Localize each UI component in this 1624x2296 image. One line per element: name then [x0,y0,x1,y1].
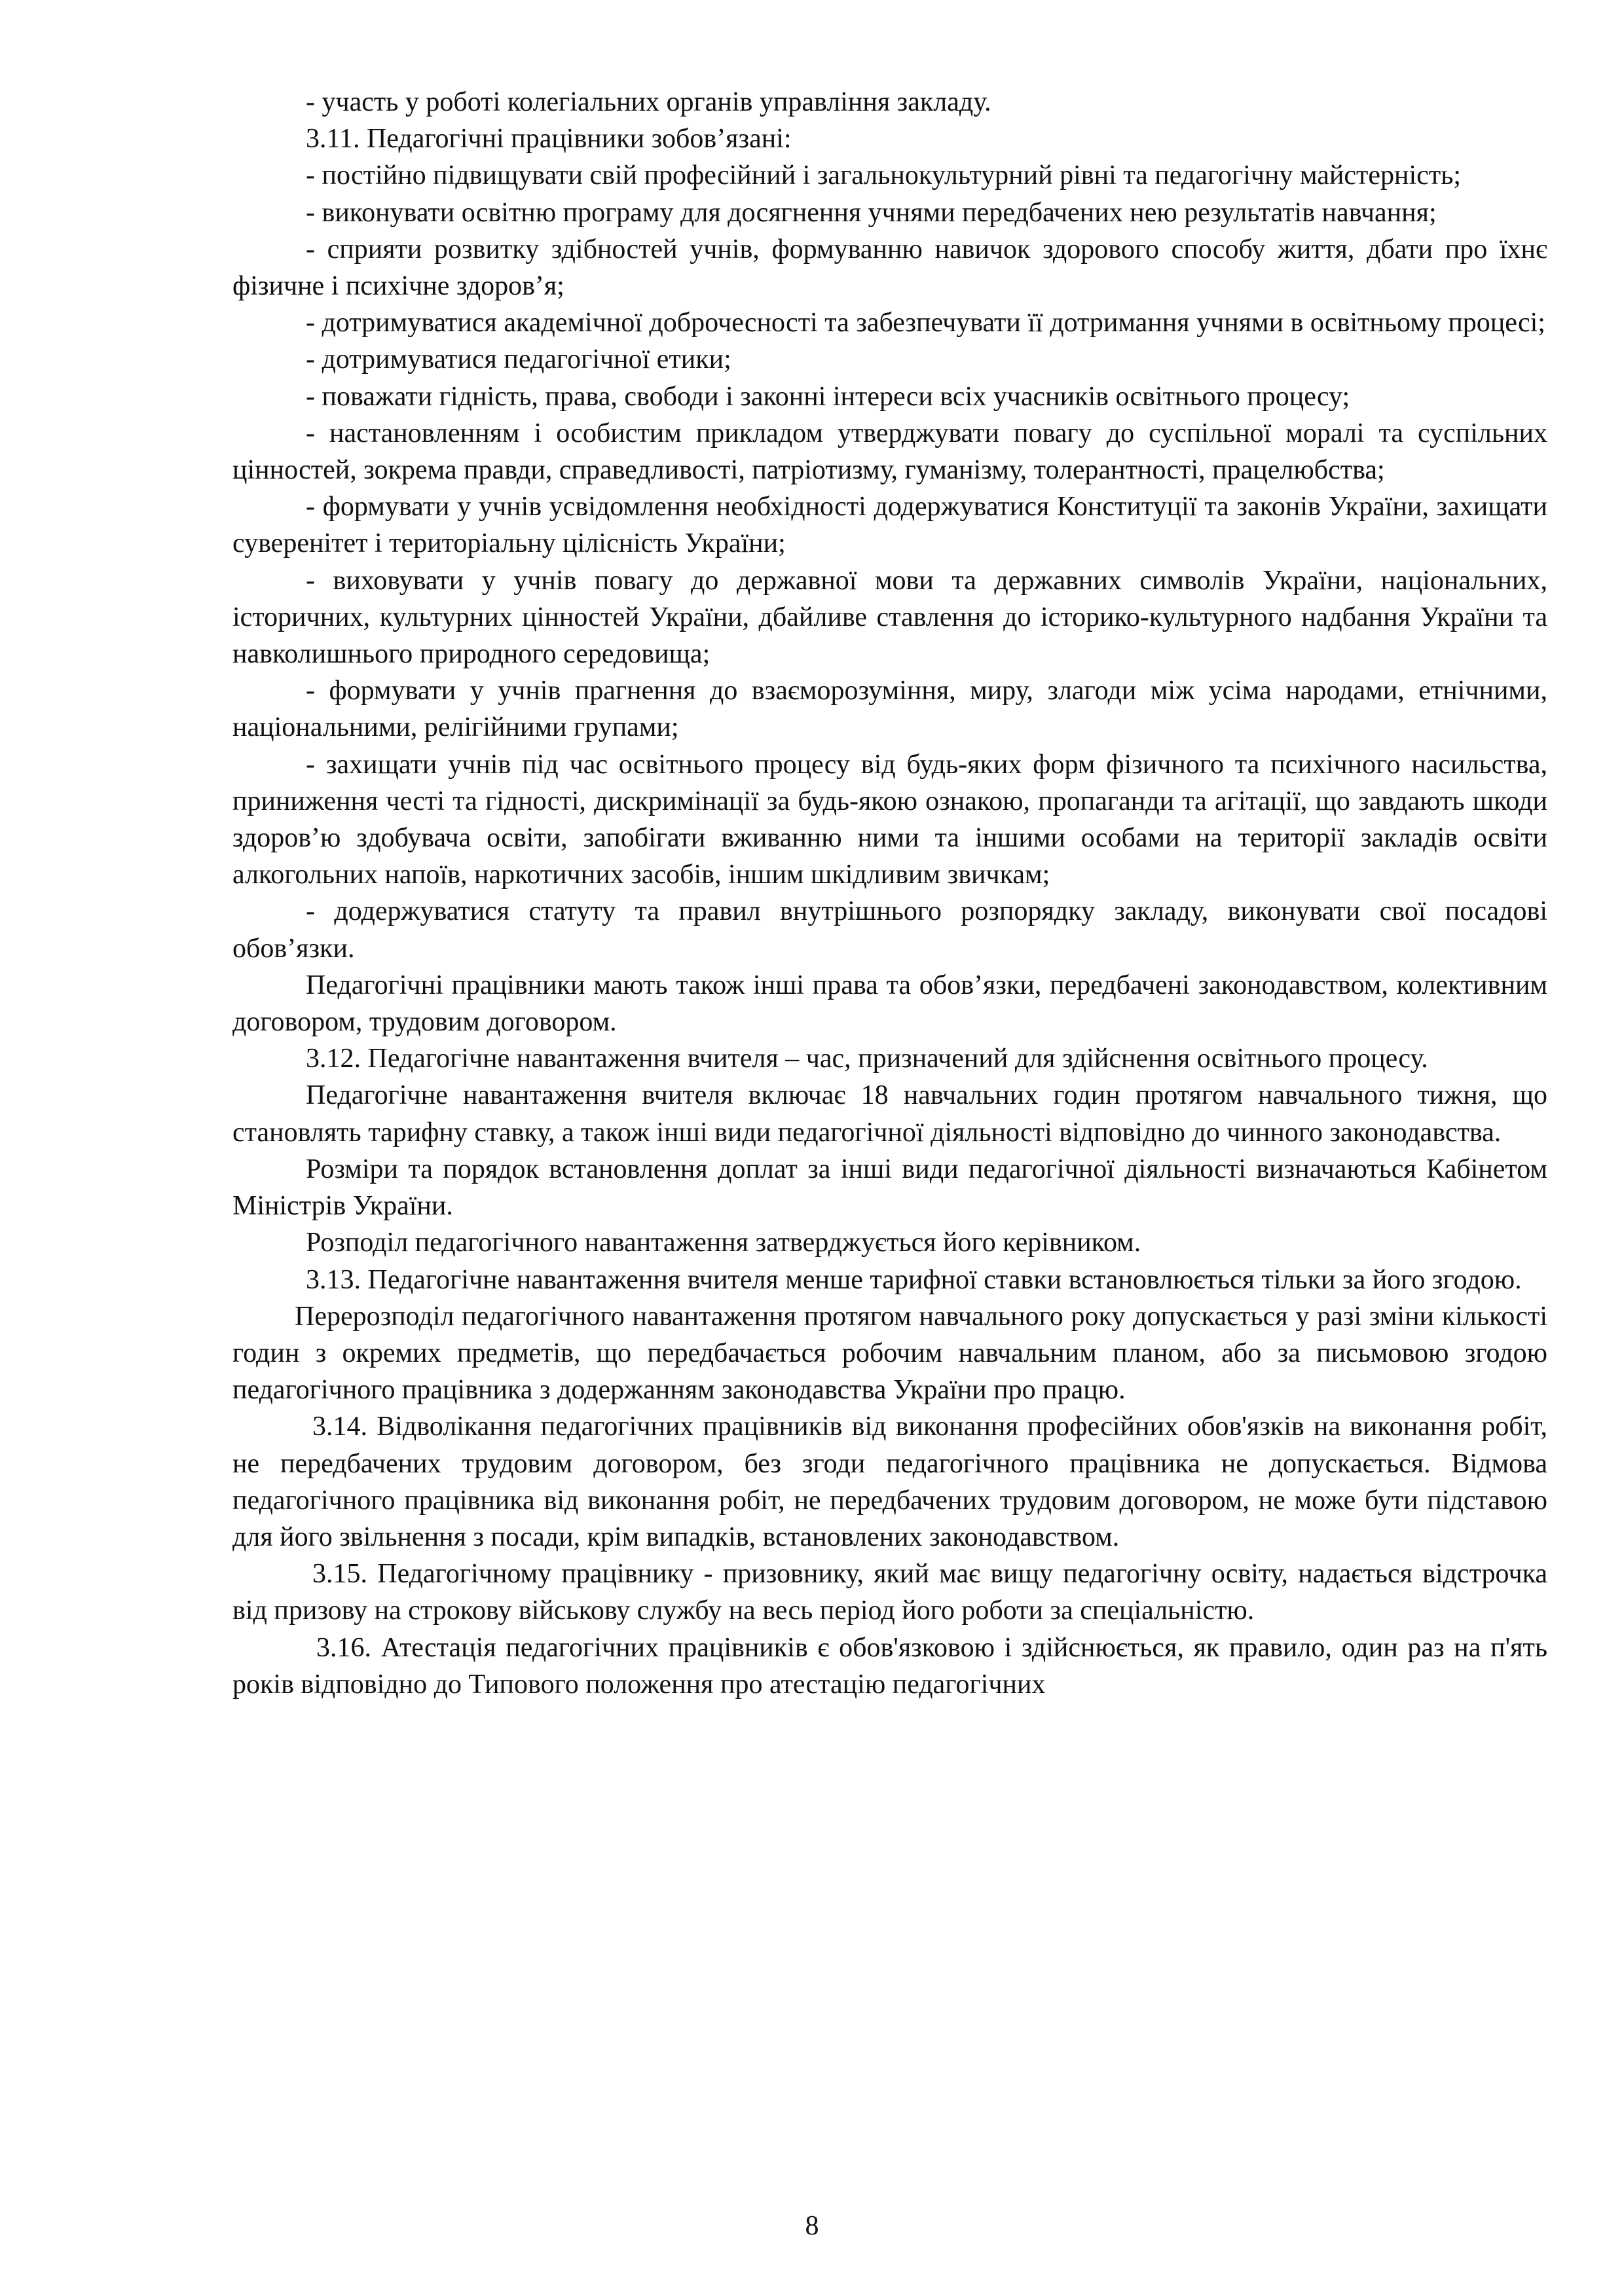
paragraph-4: - виконувати освітню програму для досягнення учнями передбачених нею результатів навчання; [306,197,1437,228]
paragraph-2: 3.11. Педагогічні працівники зобов’язані: [306,124,792,155]
paragraph-19: Розподіл педагогічного навантаження затверджується його керівником. [306,1228,1141,1258]
document-page [232,84,1547,1703]
paragraph-22: 3.14. Відволікання педагогічних працівників від виконання професійних обов'язків на виконання робіт, не передбачених трудовим договором, без згоди педагогічного працівника не допускається. Відмова педагогічного працівника від виконання робіт, не передбачених трудовим договором, не може бути підставою для його звільнення з посади, крім випадків, встановлених законодавством. [232,1412,1547,1552]
paragraph-12: - формувати у учнів прагнення до взаєморозуміння, миру, злагоди між усіма народами, етнічними, національними, релігійними групами; [232,676,1547,743]
paragraph-15: Педагогічні працівники мають також інші права та обов’язки, передбачені законодавством, колективним договором, трудовим договором. [232,970,1547,1038]
paragraph-17: Педагогічне навантаження вчителя включає 18 навчальних годин протягом навчального тижня, що становлять тарифну ставку, а також інші види педагогічної діяльності відповідно до чинного законодавства. [232,1080,1547,1148]
paragraph-6: - дотримуватися академічної доброчесності та забезпечувати її дотримання учнями в освітньому процесі; [306,308,1545,338]
paragraph-14: - додержуватися статуту та правил внутрішнього розпорядку закладу, виконувати свої посадові обов’язки. [232,896,1547,964]
paragraph-7: - дотримуватися педагогічної етики; [306,344,731,375]
paragraph-8: - поважати гідність, права, свободи і законні інтереси всіх учасників освітнього процесу; [306,381,1350,412]
paragraph-21: Перерозподіл педагогічного навантаження протягом навчального року допускається у разі зміни кількості годин з окремих предметів, що передбачається робочим навчальним планом, або за письмовою згодою педагогічного працівника з додержанням законодавства України про працю. [232,1301,1547,1406]
page-number: 8 [805,2211,819,2241]
paragraph-5: - сприяти розвитку здібностей учнів, формуванню навичок здорового способу життя, дбати про їхнє фізичне і психічне здоров’я; [232,234,1547,302]
paragraph-24: 3.16. Атестація педагогічних працівників є обов'язковою і здійснюється, як правило, один раз на п'ять років відповідно до Типового положення про атестацію педагогічних [232,1632,1547,1700]
paragraph-1: - участь у роботі колегіальних органів управління закладу. [306,87,991,117]
paragraph-16: 3.12. Педагогічне навантаження вчителя – час, призначений для здійснення освітнього процесу. [306,1044,1428,1074]
paragraph-23: 3.15. Педагогічному працівнику - призовнику, який має вищу педагогічну освіту, надається відстрочка від призову на строкову військову службу на весь період його роботи за спеціальністю. [232,1559,1547,1626]
paragraph-10: - формувати у учнів усвідомлення необхідності додержуватися Конституції та законів України, захищати суверенітет і територіальну цілісність України; [232,492,1547,559]
paragraph-20: 3.13. Педагогічне навантаження вчителя менше тарифної ставки встановлюється тільки за його згодою. [306,1264,1522,1295]
paragraph-18: Розміри та порядок встановлення доплат за інші види педагогічної діяльності визначаються Кабінетом Міністрів України. [232,1154,1547,1222]
paragraph-13: - захищати учнів під час освітнього процесу від будь-яких форм фізичного та психічного насильства, приниження честі та гідності, дискримінації за будь-якою ознакою, пропаганди та агітації, що завдають шкоди здоров’ю здобувача освіти, запобігати вживанню ними та іншими особами на території закладів освіти алкогольних напоїв, наркотичних засобів, іншим шкідливим звичкам; [232,749,1547,890]
paragraph-9: - настановленням і особистим прикладом утверджувати повагу до суспільної моралі та суспільних цінностей, зокрема правди, справедливості, патріотизму, гуманізму, толерантності, працелюбства; [232,418,1547,486]
paragraph-3: - постійно підвищувати свій професійний і загальнокультурний рівні та педагогічну майстерність; [306,160,1462,191]
paragraph-11: - виховувати у учнів повагу до державної мови та державних символів України, національних, історичних, культурних цінностей України, дбайливе ставлення до історико-культурного надбання України та навколишнього природного середовища; [232,565,1547,670]
